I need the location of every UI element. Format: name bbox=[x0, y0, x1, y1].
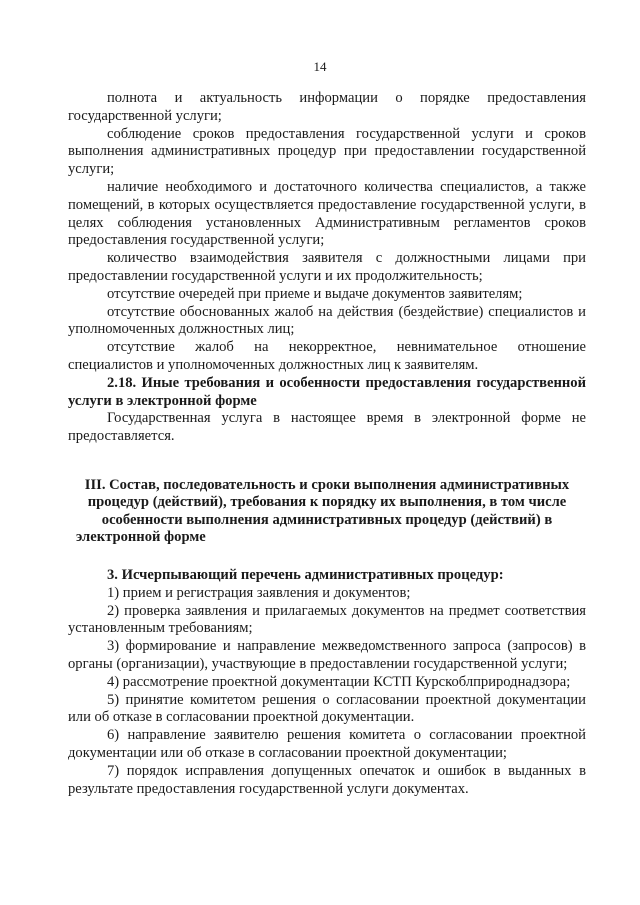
list-item: 6) направление заявителю решения комитета о согласовании проектной документации или об отказе в согласовании проектной документации; bbox=[68, 727, 586, 761]
paragraph: отсутствие очередей при приеме и выдаче документов заявителям; bbox=[107, 285, 523, 302]
list-item: 4) рассмотрение проектной документации КСТП Курскоблприроднадзора; bbox=[107, 673, 571, 690]
paragraph: отсутствие жалоб на некорректное, невнимательное отношение специалистов и уполномоченных должностных лиц к заявителям. bbox=[68, 339, 586, 373]
list-item: 3) формирование и направление межведомственного запроса (запросов) в органы (организации), участвующие в предоставлении государственной услуги; bbox=[68, 638, 586, 672]
section-3-subheading: 3. Исчерпывающий перечень административных процедур: bbox=[107, 566, 504, 583]
document-body bbox=[68, 90, 586, 798]
paragraph: количество взаимодействия заявителя с должностными лицами при предоставлении государственной услуги и их продолжительность; bbox=[68, 250, 586, 284]
paragraph: соблюдение сроков предоставления государственной услуги и сроков выполнения административных процедур при предоставлении государственной услуги; bbox=[68, 125, 586, 178]
list-item: 2) проверка заявления и прилагаемых документов на предмет соответствия установленным требованиям; bbox=[68, 602, 586, 637]
page-number: 14 bbox=[313, 59, 327, 74]
section-3-heading: III. Состав, последовательность и сроки выполнения административных процедур (действий), требования к порядку их выполнения, в том числе особенности выполнения административных процедур (действий) в электронной форме bbox=[76, 476, 570, 546]
paragraph: отсутствие обоснованных жалоб на действия (бездействие) специалистов и уполномоченных должностных лиц; bbox=[68, 303, 586, 338]
section-2-18-heading: 2.18. Иные требования и особенности предоставления государственной услуги в электронной форме bbox=[68, 374, 586, 409]
list-item: 1) прием и регистрация заявления и документов; bbox=[107, 584, 411, 601]
paragraph: наличие необходимого и достаточного количества специалистов, а также помещений, в которых осуществляется предоставление государственной услуги, в целях соблюдения установленных Административным регламентов сроков предоставления государственной услуги; bbox=[68, 178, 586, 249]
section-2-18-text: Государственная услуга в настоящее время в электронной форме не предоставляется. bbox=[68, 410, 586, 445]
list-item: 7) порядок исправления допущенных опечаток и ошибок в выданных в результате предоставления государственной услуги документах. bbox=[68, 762, 586, 797]
paragraph: полнота и актуальность информации о порядке предоставления государственной услуги; bbox=[68, 90, 586, 124]
list-item: 5) принятие комитетом решения о согласовании проектной документации или об отказе в согласовании проектной документации. bbox=[68, 691, 586, 726]
